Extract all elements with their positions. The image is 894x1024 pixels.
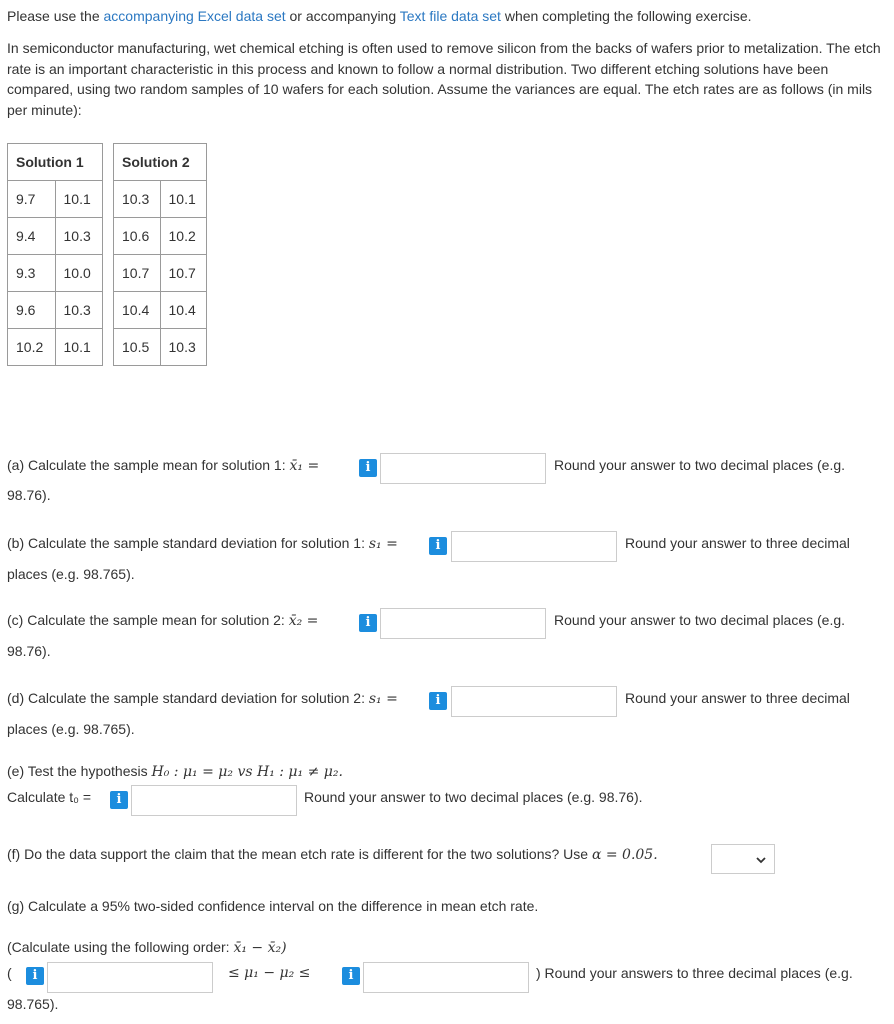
- header-solution-2: Solution 2: [114, 144, 207, 181]
- table-header-row: [8, 144, 207, 181]
- answer-c-input[interactable]: [380, 608, 546, 639]
- etch-rate-table: [7, 143, 207, 366]
- table-row: [8, 292, 207, 329]
- chevron-down-icon: [756, 850, 766, 873]
- table-cell: 10.4: [160, 292, 207, 329]
- question-text: (c) Calculate the sample mean for solution 2:: [7, 612, 285, 628]
- table-gap: [103, 292, 114, 329]
- info-icon[interactable]: i: [429, 692, 447, 710]
- table-gap: [103, 329, 114, 366]
- question-b-hint: Round your answer to three decimal: [625, 535, 850, 551]
- question-text: (f) Do the data support the claim that the mean etch rate is different for the two solutions? Use: [7, 846, 589, 862]
- question-text: (d) Calculate the sample standard deviation for solution 2:: [7, 690, 365, 706]
- intro-line-1: [7, 6, 752, 27]
- question-f-label: [7, 846, 658, 863]
- question-g-label: (g) Calculate a 95% two-sided confidence interval on the difference in mean etch rate.: [7, 898, 539, 914]
- answer-f-select[interactable]: [711, 844, 775, 874]
- info-icon[interactable]: i: [26, 967, 44, 985]
- question-c-label: [7, 612, 318, 629]
- answer-a-input[interactable]: [380, 453, 546, 484]
- info-icon[interactable]: i: [359, 614, 377, 632]
- answer-g-lower-input[interactable]: [47, 962, 213, 993]
- table-row: [8, 329, 207, 366]
- table-cell: 10.3: [55, 218, 103, 255]
- answer-d-input[interactable]: [451, 686, 617, 717]
- answer-g-upper-input[interactable]: [363, 962, 529, 993]
- intro-text: Please use the: [7, 8, 104, 24]
- table-cell: 10.3: [160, 329, 207, 366]
- hypothesis-math: H₀ : μ₁ = μ₂ vs H₁ : μ₁ ≠ μ₂.: [151, 764, 343, 780]
- excel-data-link[interactable]: accompanying Excel data set: [103, 8, 286, 24]
- alpha-math: α = 0.05.: [591, 847, 658, 863]
- table-row: [8, 181, 207, 218]
- intro-text: or accompanying: [285, 8, 400, 24]
- info-icon[interactable]: i: [429, 537, 447, 555]
- table-cell: 10.7: [114, 255, 161, 292]
- question-d-label: [7, 690, 398, 707]
- math-symbol: s₁ =: [368, 691, 398, 707]
- info-icon[interactable]: i: [110, 791, 128, 809]
- table-cell: 9.7: [8, 181, 56, 218]
- table-row: [8, 255, 207, 292]
- question-d-hint: Round your answer to three decimal: [625, 690, 850, 706]
- question-e-label: [7, 763, 343, 780]
- math-symbol: x̄₁ =: [289, 458, 320, 474]
- table-row: [8, 218, 207, 255]
- table-cell: 9.6: [8, 292, 56, 329]
- question-text: (Calculate using the following order:: [7, 939, 230, 955]
- question-b-hint-cont: places (e.g. 98.765).: [7, 566, 135, 582]
- table-cell: 10.5: [114, 329, 161, 366]
- question-a-hint: Round your answer to two decimal places (e.g.: [554, 457, 846, 473]
- table-cell: 10.1: [55, 181, 103, 218]
- table-cell: 10.6: [114, 218, 161, 255]
- math-symbol: s₁ =: [368, 536, 398, 552]
- question-e-hint: Round your answer to two decimal places (e.g. 98.76).: [304, 789, 643, 805]
- math-symbol: x̄₂ =: [288, 613, 319, 629]
- table-cell: 10.3: [114, 181, 161, 218]
- ci-open-paren: (: [7, 965, 12, 981]
- table-cell: 9.3: [8, 255, 56, 292]
- table-cell: 10.2: [8, 329, 56, 366]
- table-cell: 10.0: [55, 255, 103, 292]
- table-cell: 10.2: [160, 218, 207, 255]
- question-e-calc: Calculate t₀ =: [7, 789, 92, 805]
- header-solution-1: Solution 1: [8, 144, 103, 181]
- table-gap: [103, 181, 114, 218]
- question-b-label: [7, 535, 398, 552]
- table-cell: 10.1: [160, 181, 207, 218]
- question-g-hint: ) Round your answers to three decimal places (e.g.: [536, 965, 853, 981]
- table-gap: [103, 144, 114, 181]
- question-a-label: [7, 457, 319, 474]
- info-icon[interactable]: i: [359, 459, 377, 477]
- question-c-hint: Round your answer to two decimal places (e.g.: [554, 612, 846, 628]
- order-math: x̄₁ − x̄₂): [233, 940, 287, 956]
- question-text: (e) Test the hypothesis: [7, 763, 148, 779]
- ci-inequality: ≤ μ₁ − μ₂ ≤: [228, 965, 311, 981]
- text-data-link[interactable]: Text file data set: [399, 8, 501, 24]
- table-gap: [103, 218, 114, 255]
- question-g-order: [7, 939, 287, 956]
- problem-description: In semiconductor manufacturing, wet chemical etching is often used to remove silicon from the backs of wafers prior to metalization. The etch rate is an important characteristic in this process and known to follow a normal distribution. Two different etching solutions have been compared, using two random samples of 10 wafers for each solution. Assume the variances are equal. The etch rates are as follows (in mils per minute):: [7, 40, 881, 118]
- table-cell: 10.3: [55, 292, 103, 329]
- answer-b-input[interactable]: [451, 531, 617, 562]
- table-cell: 10.1: [55, 329, 103, 366]
- table-cell: 10.4: [114, 292, 161, 329]
- answer-e-input[interactable]: [131, 785, 297, 816]
- question-a-hint-cont: 98.76).: [7, 487, 51, 503]
- question-d-hint-cont: places (e.g. 98.765).: [7, 721, 135, 737]
- info-icon[interactable]: i: [342, 967, 360, 985]
- table-gap: [103, 255, 114, 292]
- table-cell: 10.7: [160, 255, 207, 292]
- question-text: (b) Calculate the sample standard deviation for solution 1:: [7, 535, 365, 551]
- question-c-hint-cont: 98.76).: [7, 643, 51, 659]
- question-g-hint-cont: 98.765).: [7, 996, 59, 1012]
- intro-text: when completing the following exercise.: [500, 8, 752, 24]
- table-cell: 9.4: [8, 218, 56, 255]
- question-text: (a) Calculate the sample mean for solution 1:: [7, 457, 286, 473]
